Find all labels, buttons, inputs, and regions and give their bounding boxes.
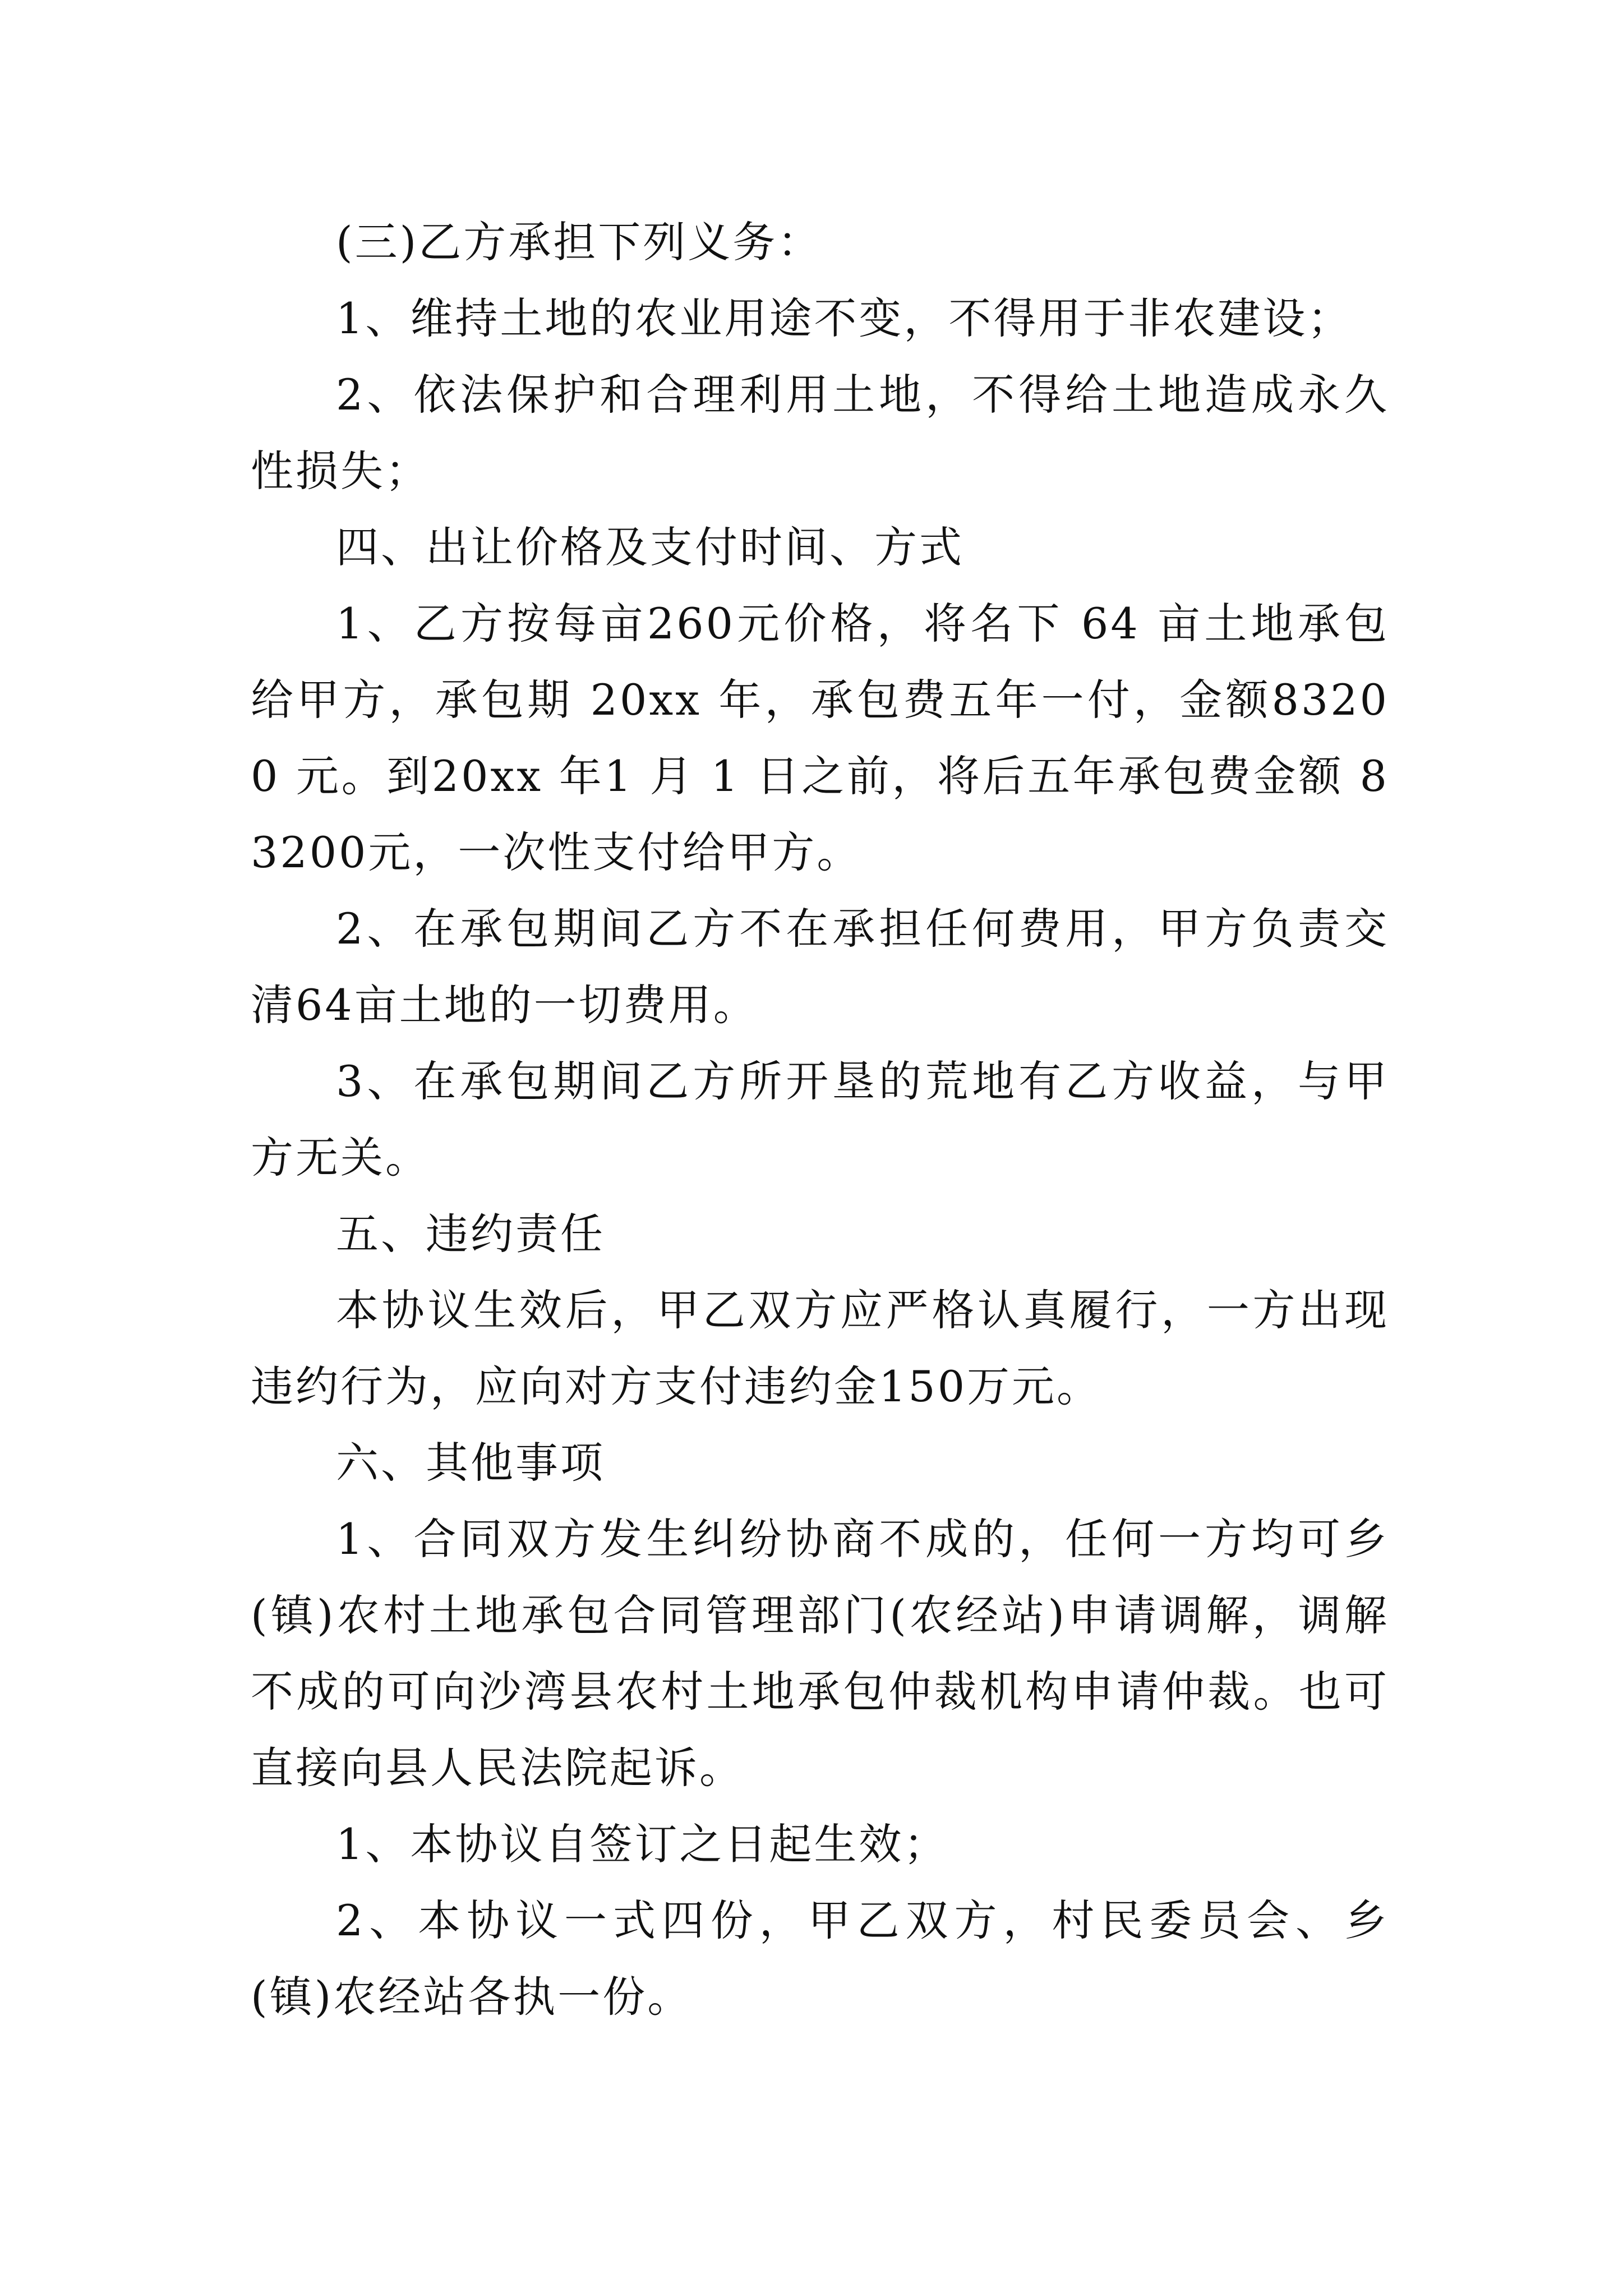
section-heading-liability: 五、违约责任: [336, 1209, 605, 1259]
paragraph-price-2: 2、在承包期间乙方不在承担任何费用，甲方负责交清64亩土地的一切费用。: [251, 904, 1389, 1030]
paragraph-liability: 本协议生效后，甲乙双方应严格认真履行，一方出现违约行为，应向对方支付违约金150万元。: [251, 1285, 1389, 1411]
paragraph-obligation-1: 1、维持土地的农业用途不变，不得用于非农建设；: [336, 293, 1353, 343]
section-heading-other: 六、其他事项: [336, 1438, 605, 1488]
paragraph-obligations-heading: (三)乙方承担下列义务：: [336, 217, 823, 267]
paragraph-price-3: 3、在承包期间乙方所开垦的荒地有乙方收益，与甲方无关。: [251, 1056, 1389, 1182]
paragraph-price-1: 1、乙方按每亩260元价格，将名下 64 亩土地承包给甲方，承包期 20xx 年，承包费五年一付，金额83200 元。到20xx 年1 月 1 日之前，将后五年承包费金额 83200元，一次性支付给甲方。: [251, 599, 1389, 877]
paragraph-other-2: 1、本协议自签订之日起生效；: [336, 1819, 949, 1869]
section-heading-price: 四、出让价格及支付时间、方式: [336, 522, 964, 572]
paragraph-other-1: 1、合同双方发生纠纷协商不成的，任何一方均可乡(镇)农村土地承包合同管理部门(农经站)申请调解，调解不成的可向沙湾县农村土地承包仲裁机构申请仲裁。也可直接向县人民法院起诉。: [251, 1514, 1389, 1793]
paragraph-obligation-2: 2、依法保护和合理利用土地，不得给土地造成永久性损失；: [251, 370, 1389, 496]
document-body: [251, 204, 1389, 2035]
paragraph-other-3: 2、本协议一式四份，甲乙双方，村民委员会、乡(镇)农经站各执一份。: [251, 1895, 1389, 2022]
